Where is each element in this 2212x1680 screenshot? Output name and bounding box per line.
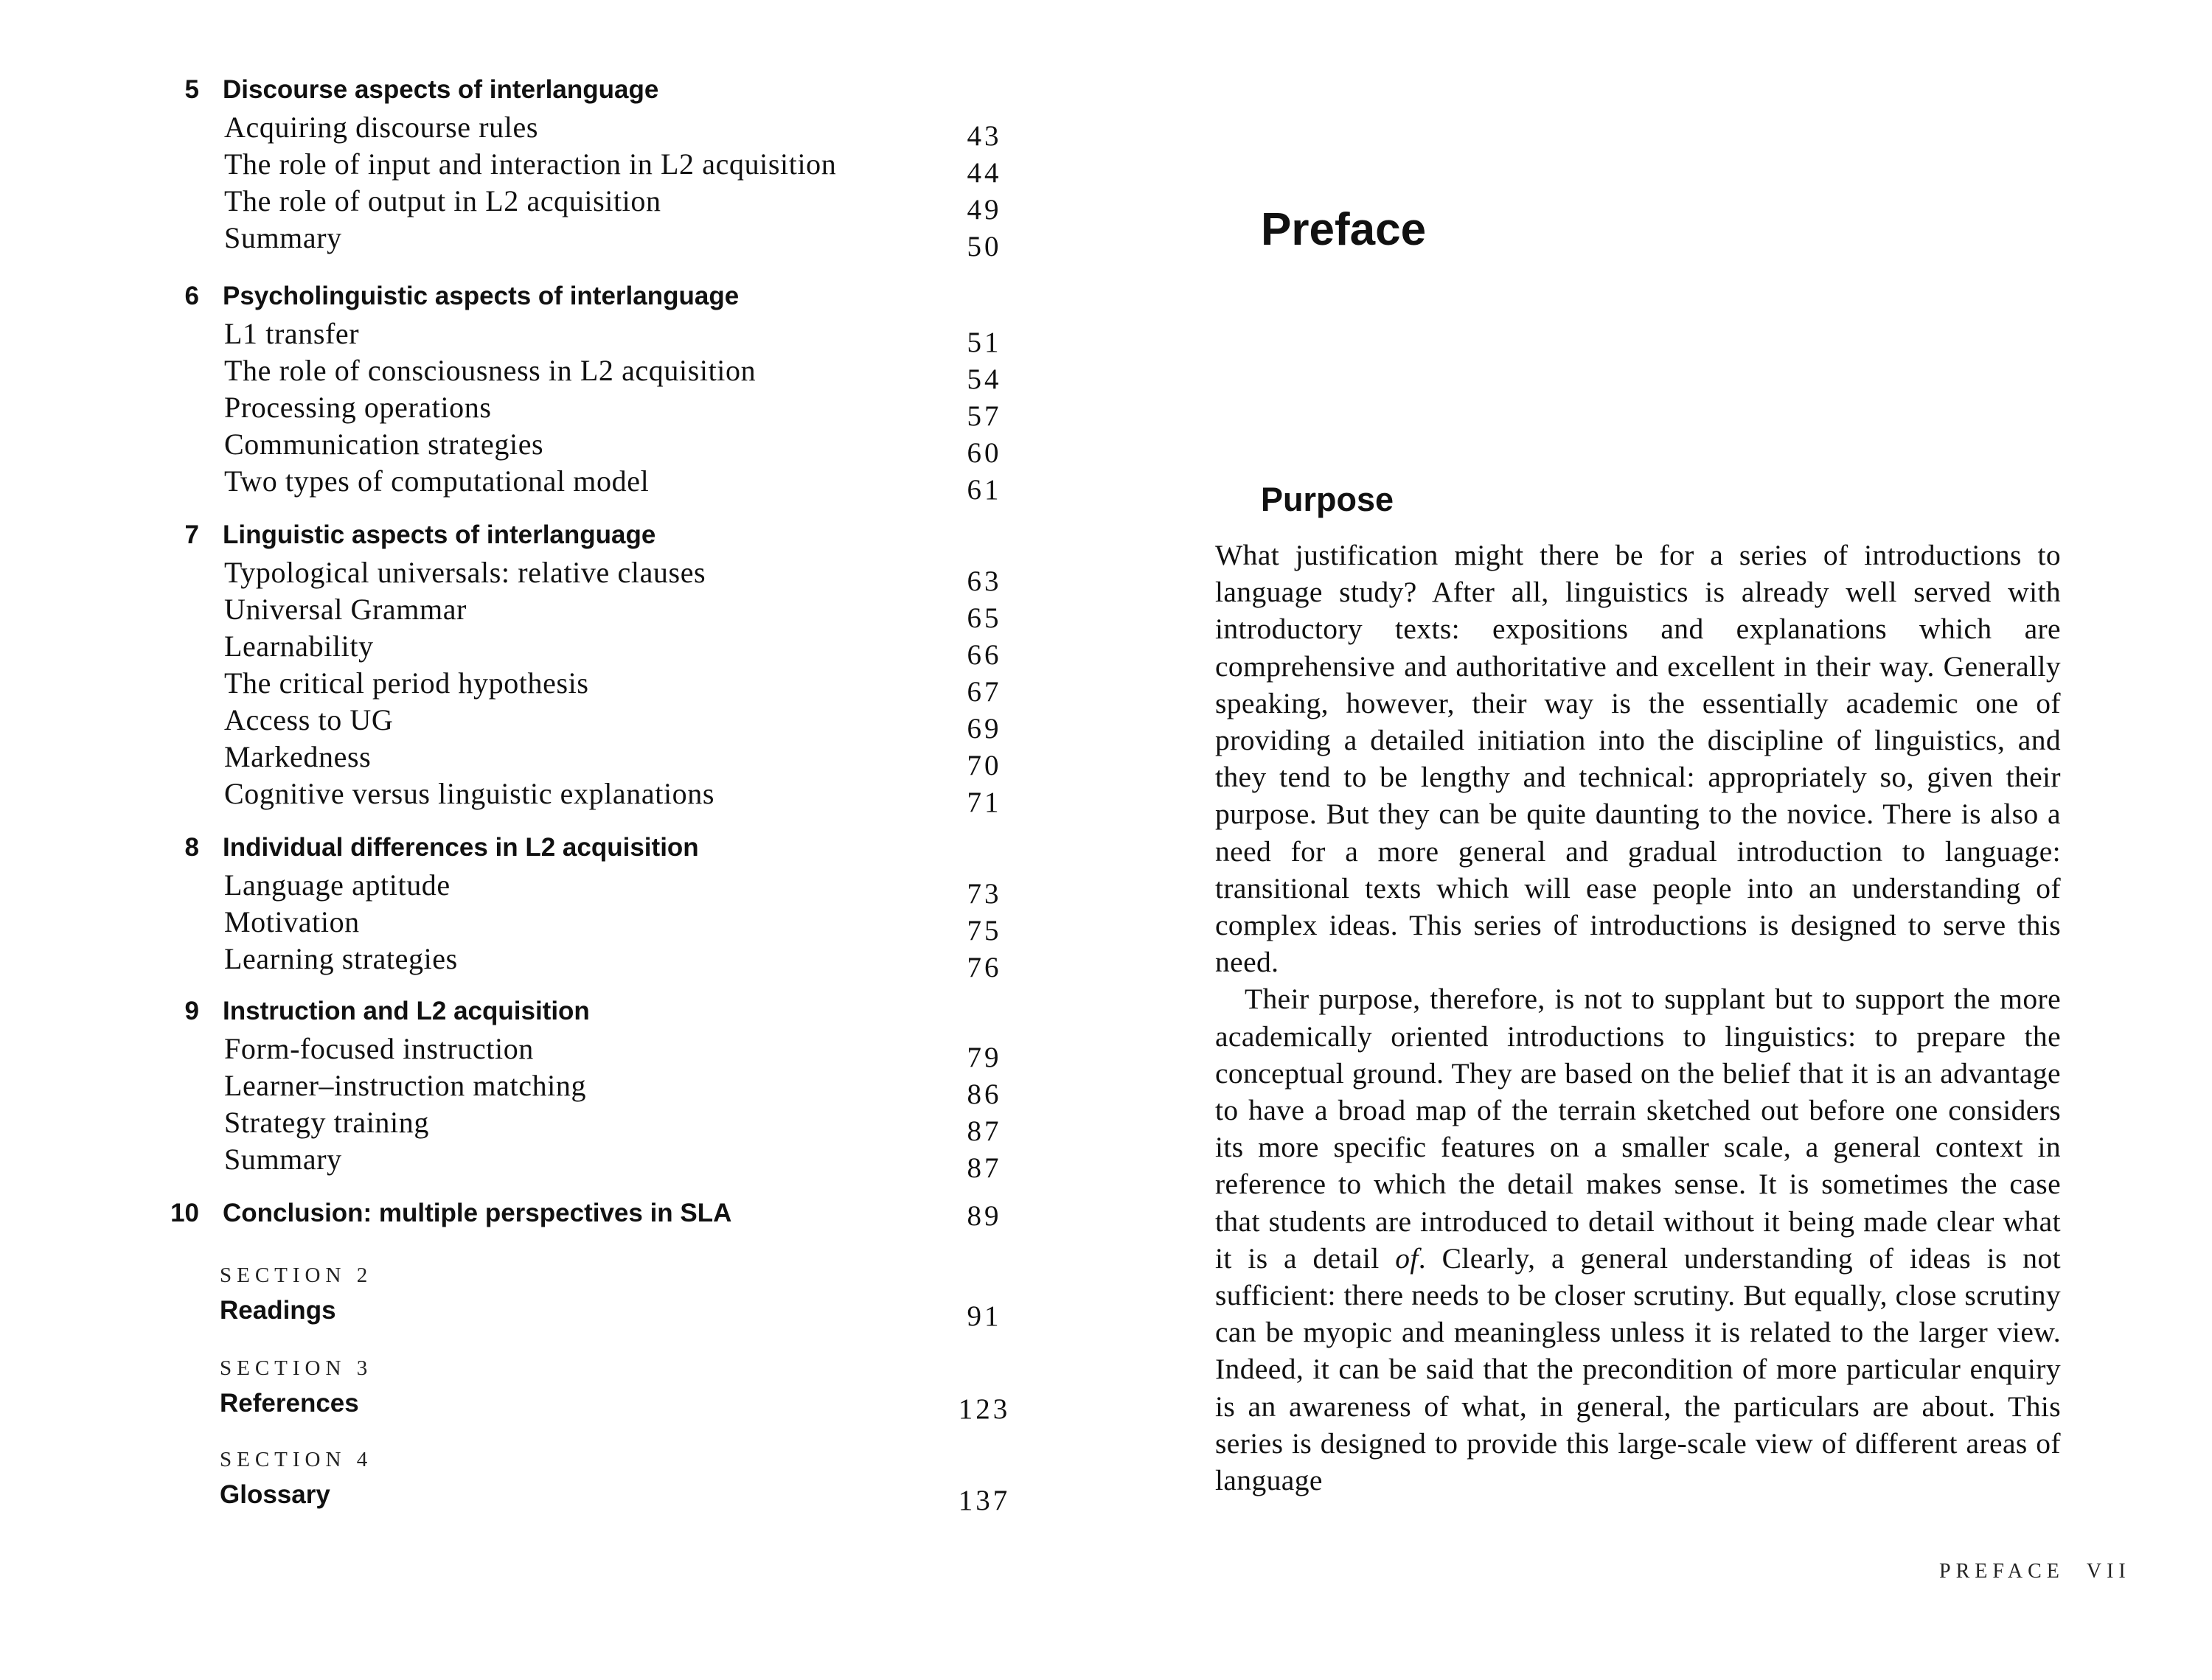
toc-entry xyxy=(0,628,1077,671)
toc-entry xyxy=(0,352,1077,395)
toc-entry xyxy=(0,463,1077,506)
entry-page-number: 66 xyxy=(967,639,1002,671)
entry-page-number: 63 xyxy=(967,565,1002,597)
entry-title: Processing operations xyxy=(224,391,492,424)
entry-title: Communication strategies xyxy=(224,428,544,461)
entry-title: Learner–instruction matching xyxy=(224,1069,587,1102)
chapter-title: Psycholinguistic aspects of interlanguage xyxy=(223,282,740,310)
toc-entry xyxy=(0,1104,1077,1147)
section-label: SECTION 3 xyxy=(220,1356,373,1380)
entry-page-number: 61 xyxy=(967,474,1002,506)
entry-page-number: 73 xyxy=(967,878,1002,910)
entry-page-number: 87 xyxy=(967,1115,1002,1147)
preface-emphasis: of xyxy=(1395,1241,1419,1275)
preface-text: . Clearly, a general understanding of ideas is not sufficient: there needs to be closer scrutiny. But equally, close scrutiny can be myopic and meaningless unless it is related to the larger view. Indeed, it can be said that the precondition of more particular enquiry is an awareness of what, in general, the particulars are about. This series is designed to provide this large-scale view of different areas of language xyxy=(1215,1241,2061,1497)
toc-chapter xyxy=(0,71,1077,262)
chapter-number: 5 xyxy=(184,75,199,104)
toc-entry xyxy=(0,183,1077,226)
chapter-title: Instruction and L2 acquisition xyxy=(223,997,590,1025)
entry-page-number: 76 xyxy=(967,952,1002,983)
entry-page-number: 69 xyxy=(967,713,1002,745)
entry-page-number: 50 xyxy=(967,231,1002,262)
chapter-heading xyxy=(0,1194,1077,1233)
chapter-page-number: 89 xyxy=(967,1200,1002,1232)
chapter-number: 8 xyxy=(184,833,199,862)
toc-chapter xyxy=(0,277,1077,506)
chapter-title: Linguistic aspects of interlanguage xyxy=(223,520,656,549)
preface-text: Their purpose, therefore, is not to supplant but to support the more academically oriented introductions to linguistics: to prepare the conceptual ground. They are based on the belief that it is an advantage to have a broad map of the terrain sketched out before one considers its more specific features on a smaller scale, a general context in reference to which the detail makes sense. It is sometimes the case that students are introduced to detail without it being made clear what it is a detail xyxy=(1215,983,2061,1275)
toc-entry xyxy=(0,941,1077,983)
footer-label: PREFACE xyxy=(1939,1560,2065,1583)
entry-title: Access to UG xyxy=(224,703,394,736)
entry-title: Learning strategies xyxy=(224,942,458,975)
preface-paragraph xyxy=(1215,980,2061,1499)
toc-chapter xyxy=(0,829,1077,983)
entry-title: The critical period hypothesis xyxy=(224,666,589,700)
toc-entry xyxy=(0,1067,1077,1110)
chapter-title: Individual differences in L2 acquisition xyxy=(223,833,699,862)
entry-page-number: 75 xyxy=(967,915,1002,947)
section-label: SECTION 2 xyxy=(220,1264,373,1287)
entry-title: Motivation xyxy=(224,905,360,938)
chapter-heading xyxy=(0,516,1077,554)
preface-page xyxy=(1150,0,2212,1680)
toc-entry xyxy=(0,665,1077,708)
entry-title: Language aptitude xyxy=(224,868,451,902)
section-title: Glossary xyxy=(220,1480,330,1509)
entry-title: Acquiring discourse rules xyxy=(224,111,539,144)
entry-page-number: 60 xyxy=(967,437,1002,469)
toc-entry xyxy=(0,220,1077,262)
section-page-number: 123 xyxy=(958,1393,1011,1425)
entry-page-number: 79 xyxy=(967,1042,1002,1073)
entry-title: Summary xyxy=(224,1143,342,1176)
toc-entry xyxy=(0,1141,1077,1184)
chapter-title: Conclusion: multiple perspectives in SLA xyxy=(223,1199,732,1227)
toc-entry xyxy=(0,109,1077,152)
entry-title: Typological universals: relative clauses xyxy=(224,556,706,589)
toc-entry xyxy=(0,316,1077,358)
toc-entry xyxy=(0,775,1077,818)
entry-title: Form-focused instruction xyxy=(224,1032,534,1065)
section-title: References xyxy=(220,1389,359,1418)
toc-chapter xyxy=(0,992,1077,1184)
chapter-number: 10 xyxy=(170,1199,199,1227)
entry-page-number: 43 xyxy=(967,120,1002,152)
toc-entry xyxy=(0,1031,1077,1073)
section-page-number: 137 xyxy=(958,1485,1011,1516)
purpose-heading: Purpose xyxy=(1261,481,1394,518)
toc-chapter xyxy=(0,516,1077,818)
entry-title: The role of output in L2 acquisition xyxy=(224,184,661,217)
toc-chapter xyxy=(0,1194,1077,1233)
chapter-title: Discourse aspects of interlanguage xyxy=(223,75,659,104)
section-title: Readings xyxy=(220,1296,336,1325)
section-label: SECTION 4 xyxy=(220,1448,373,1471)
toc-entry xyxy=(0,591,1077,634)
entry-page-number: 51 xyxy=(967,327,1002,358)
entry-page-number: 86 xyxy=(967,1078,1002,1110)
chapter-number: 9 xyxy=(184,997,199,1025)
table-of-contents xyxy=(0,0,1077,1680)
entry-page-number: 57 xyxy=(967,400,1002,432)
section-page-number: 91 xyxy=(967,1300,1002,1332)
toc-entry xyxy=(0,867,1077,910)
entry-title: The role of consciousness in L2 acquisition xyxy=(224,354,757,387)
chapter-heading xyxy=(0,829,1077,867)
folio-number: VII xyxy=(2086,1560,2131,1583)
toc-entry xyxy=(0,554,1077,597)
toc-entry xyxy=(0,702,1077,745)
preface-paragraph: What justification might there be for a series of introductions to language study? After all, linguistics is already well served with introductory texts: expositions and explanations which are comprehensive and authoritative and excellent in their way. Generally speaking, however, their way is the essentially academic one of providing a detailed initiation into the discipline of linguistics, and they tend to be lengthy and technical: appropriately so, given their purpose. But they can be quite daunting to the novice. There is also a need for a more general and gradual introduction to language: transitional texts which will ease people into an understanding of complex ideas. This series of introductions is designed to serve this need. xyxy=(1215,539,2061,979)
toc-entry xyxy=(0,146,1077,189)
toc-entry xyxy=(0,739,1077,781)
entry-page-number: 67 xyxy=(967,676,1002,708)
running-footer xyxy=(1939,1557,2131,1586)
entry-title: Universal Grammar xyxy=(224,593,467,626)
entry-title: Summary xyxy=(224,221,342,254)
chapter-number: 7 xyxy=(184,520,199,549)
entry-page-number: 49 xyxy=(967,194,1002,226)
chapter-number: 6 xyxy=(184,282,199,310)
entry-title: L1 transfer xyxy=(224,317,360,350)
toc-entry xyxy=(0,426,1077,469)
entry-page-number: 44 xyxy=(967,157,1002,189)
chapter-heading xyxy=(0,71,1077,109)
chapter-heading xyxy=(0,277,1077,316)
entry-title: Markedness xyxy=(224,740,372,773)
chapter-heading xyxy=(0,992,1077,1031)
entry-page-number: 54 xyxy=(967,363,1002,395)
preface-heading: Preface xyxy=(1261,204,1427,255)
entry-title: Learnability xyxy=(224,630,374,663)
entry-page-number: 87 xyxy=(967,1152,1002,1184)
entry-title: Two types of computational model xyxy=(224,464,650,498)
entry-title: Strategy training xyxy=(224,1106,429,1139)
entry-page-number: 70 xyxy=(967,750,1002,781)
entry-title: Cognitive versus linguistic explanations xyxy=(224,777,715,810)
preface-body xyxy=(1215,537,2061,1510)
toc-entry xyxy=(0,904,1077,947)
entry-page-number: 65 xyxy=(967,602,1002,634)
entry-title: The role of input and interaction in L2 acquisition xyxy=(224,147,837,181)
entry-page-number: 71 xyxy=(967,787,1002,818)
toc-entry xyxy=(0,389,1077,432)
